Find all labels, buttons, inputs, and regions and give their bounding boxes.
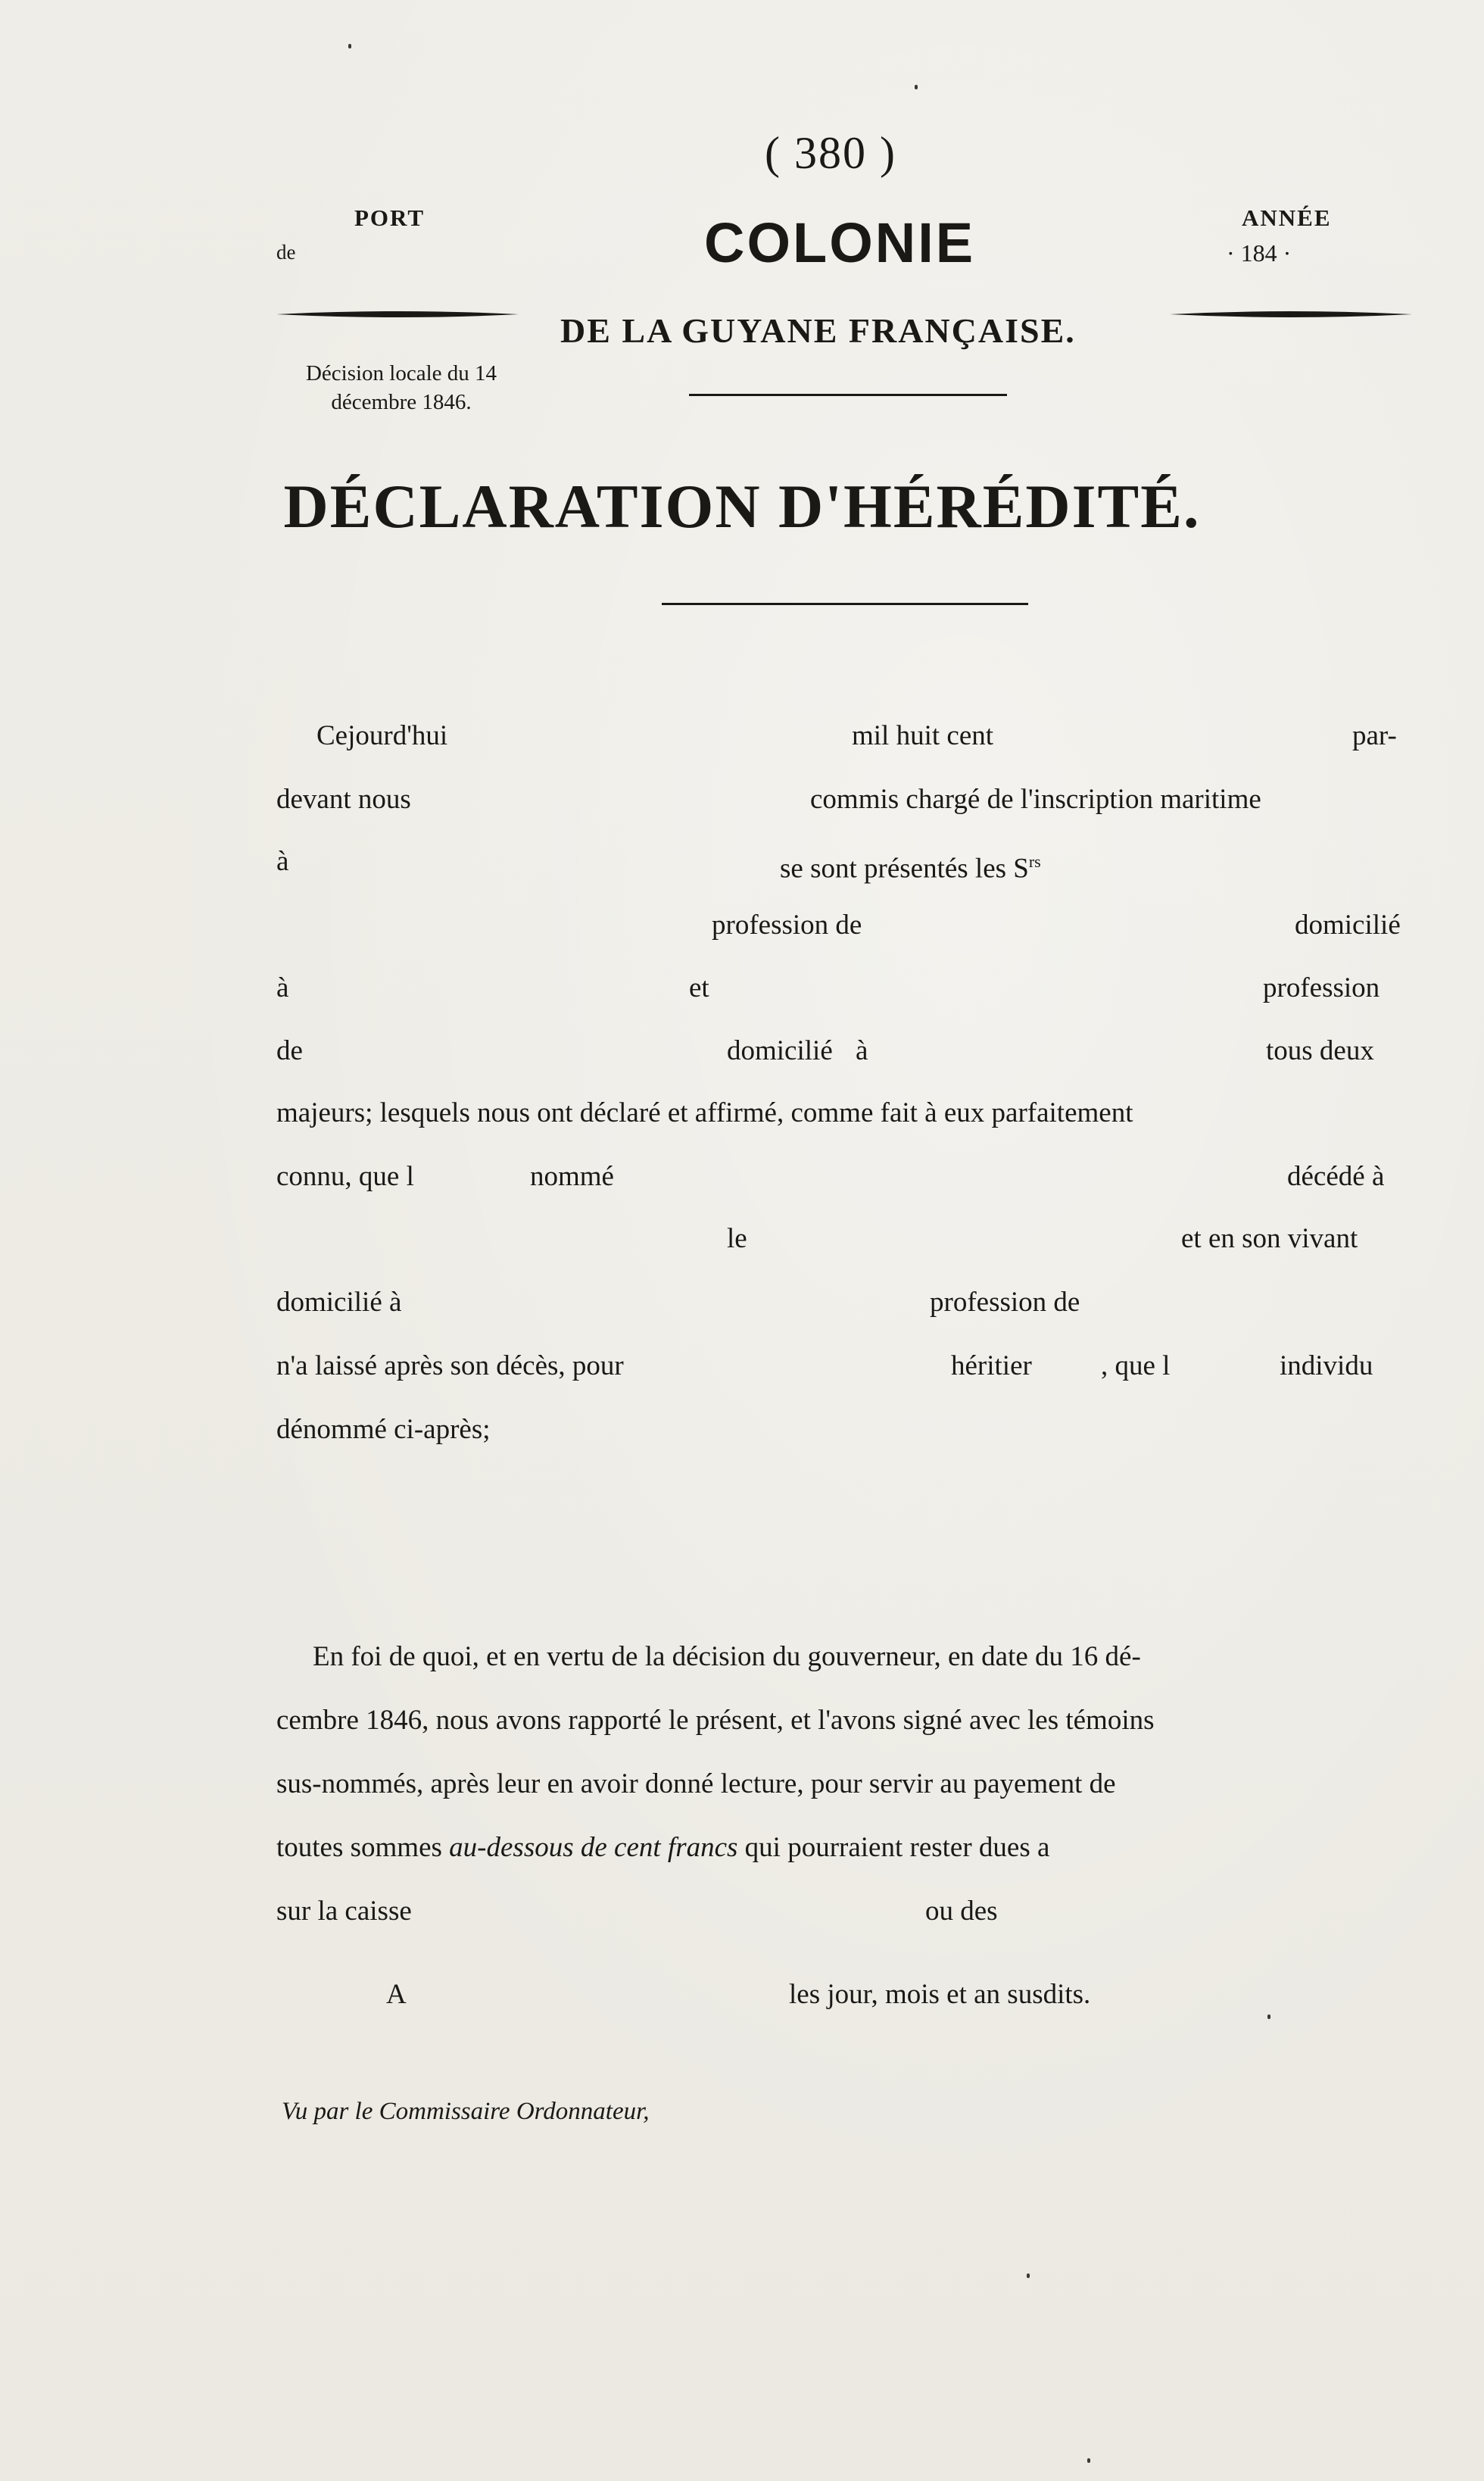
annee-number: 184 <box>1240 239 1277 267</box>
body-l3-a: à <box>276 846 289 877</box>
body-l1-a: Cejourd'hui <box>316 720 448 751</box>
body-l3-sup: rs <box>1028 852 1041 871</box>
port-label: PORT <box>354 204 426 231</box>
decision-locale-note <box>276 359 526 417</box>
closing-c4-b: qui pourraient rester dues a <box>744 1832 1050 1863</box>
annee-label: ANNÉE <box>1242 204 1332 231</box>
closing-c6-b: les jour, mois et an susdits. <box>789 1979 1091 2010</box>
print-speck <box>915 85 918 89</box>
decision-locale-line2: décembre 1846. <box>331 390 472 414</box>
right-swell-rule <box>1170 307 1412 322</box>
body-l3-b-text: se sont présentés les S <box>780 853 1029 885</box>
page-number: ( 380 ) <box>765 128 896 178</box>
body-l11-d: individu <box>1280 1350 1373 1381</box>
title-divider <box>662 603 1028 605</box>
body-l8-b: nommé <box>530 1161 614 1192</box>
body-l5-c: profession <box>1263 972 1380 1003</box>
body-l4-b: domicilié <box>1295 910 1401 941</box>
print-speck <box>1087 2458 1090 2463</box>
body-l12: dénommé ci-après; <box>276 1414 491 1445</box>
body-l5-a: à <box>276 972 289 1003</box>
body-l3-b <box>780 845 1041 885</box>
left-swell-rule <box>276 307 519 322</box>
body-l8-c: décédé à <box>1287 1161 1385 1192</box>
body-l11-c: , que l <box>1101 1350 1171 1381</box>
colonie-heading: COLONIE <box>704 211 976 274</box>
body-l2-a: devant nous <box>276 784 411 815</box>
body-l8-a: connu, que l <box>276 1161 414 1192</box>
body-l6-d: tous deux <box>1266 1035 1374 1066</box>
body-l5-b: et <box>689 972 709 1003</box>
body-l11-b: héritier <box>951 1350 1032 1381</box>
print-speck <box>1027 2273 1030 2278</box>
body-l10-a: domicilié à <box>276 1287 402 1318</box>
body-l2-b: commis chargé de l'inscription maritime <box>810 784 1261 815</box>
closing-c4-a: toutes sommes <box>276 1832 442 1863</box>
body-l7: majeurs; lesquels nous ont déclaré et affirmé, comme fait à eux parfaitement <box>276 1097 1133 1128</box>
closing-c1: En foi de quoi, et en vertu de la décision du gouverneur, en date du 16 dé- <box>313 1641 1141 1672</box>
closing-c2: cembre 1846, nous avons rapporté le présent, et l'avons signé avec les témoins <box>276 1705 1155 1736</box>
body-l6-b: domicilié <box>727 1035 833 1066</box>
body-l10-b: profession de <box>930 1287 1080 1318</box>
guyane-heading: DE LA GUYANE FRANÇAISE. <box>560 311 1076 350</box>
body-l11-a: n'a laissé après son décès, pour <box>276 1350 624 1381</box>
port-de-label: de <box>276 241 296 264</box>
commissaire-signature-line: Vu par le Commissaire Ordonnateur, <box>282 2098 650 2125</box>
closing-c3: sus-nommés, après leur en avoir donné lecture, pour servir au payement de <box>276 1768 1116 1799</box>
body-l1-c: par- <box>1352 720 1397 751</box>
main-title: DÉCLARATION D'HÉRÉDITÉ. <box>283 472 1201 541</box>
body-l4-a: profession de <box>712 910 862 941</box>
annee-value: · 184 · <box>1227 239 1292 267</box>
closing-c5-a: sur la caisse <box>276 1896 412 1927</box>
closing-c6-a: A <box>386 1979 407 2010</box>
closing-c4-italic: au-dessous de cent francs <box>449 1832 738 1863</box>
body-l9-a: le <box>727 1223 747 1254</box>
body-l9-b: et en son vivant <box>1181 1223 1358 1254</box>
print-speck <box>1267 2014 1270 2019</box>
closing-c5-b: ou des <box>925 1896 998 1927</box>
header-divider <box>689 394 1007 396</box>
closing-c4 <box>276 1831 1049 1865</box>
body-l6-c: à <box>856 1035 868 1066</box>
decision-locale-line1: Décision locale du 14 <box>305 361 497 385</box>
body-l1-b: mil huit cent <box>852 720 994 751</box>
print-speck <box>348 44 351 48</box>
body-l6-a: de <box>276 1035 303 1066</box>
